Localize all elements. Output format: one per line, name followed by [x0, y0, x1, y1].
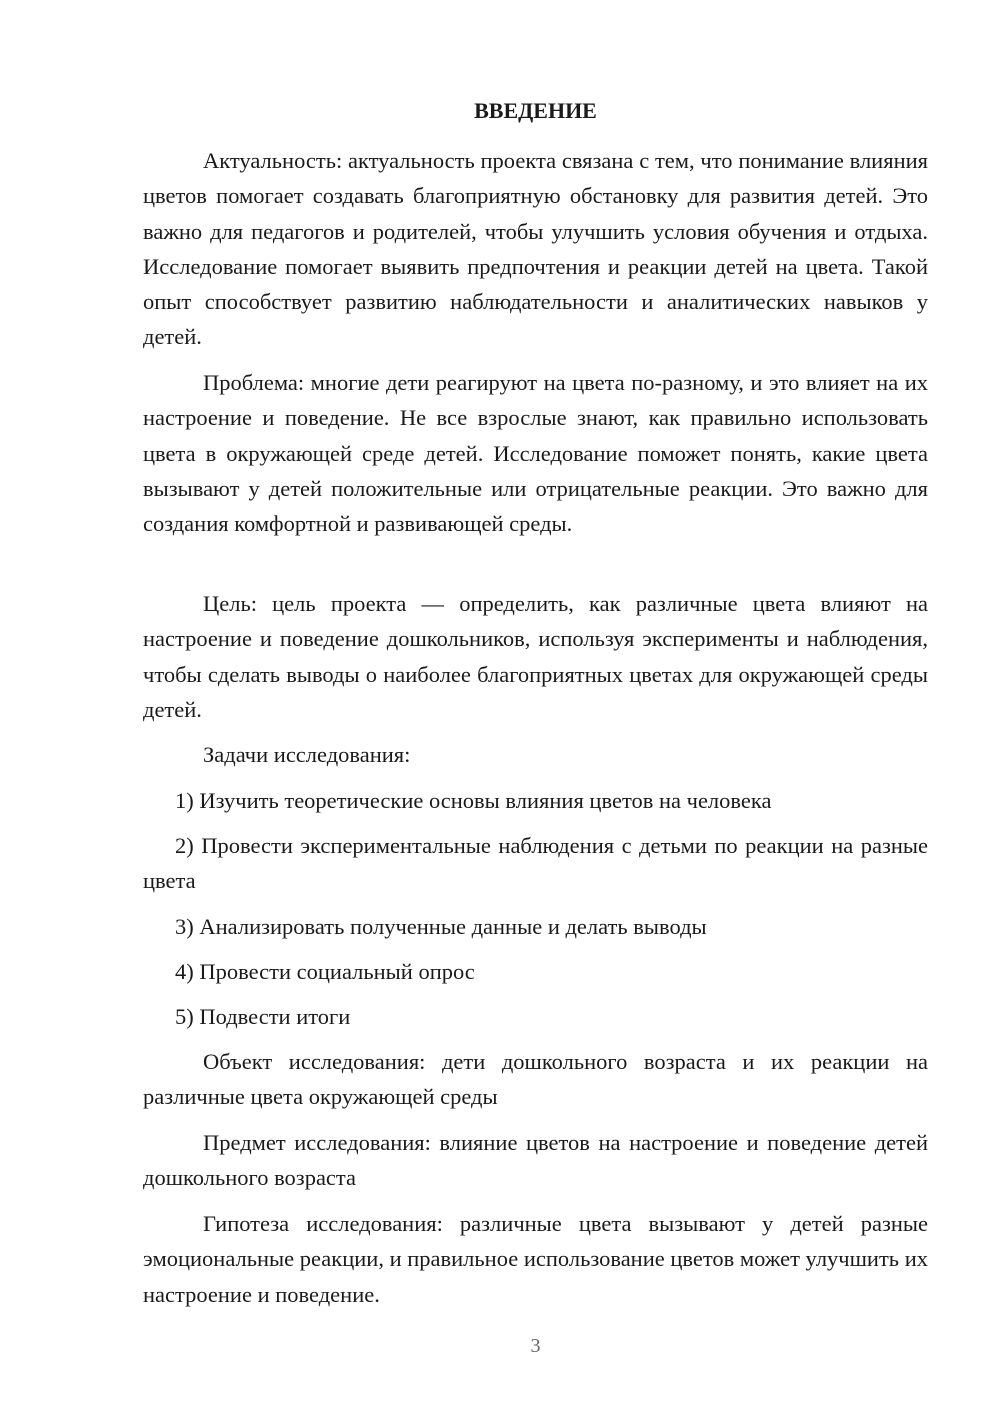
paragraph-problem: Проблема: многие дети реагируют на цвета по-разному, и это влияет на их настроение и поведение. Не все взрослые знают, как правильно использовать цвета в окружающей среде детей. Исследование поможет понять, какие цвета вызывают у детей положительные или отрицательные реакции. Это важно для создания комфортной и развивающей среды. — [143, 370, 928, 537]
paragraph-object: Объект исследования: дети дошкольного возраста и их реакции на различные цвета окружающей среды — [143, 1049, 928, 1110]
paragraph-hypothesis: Гипотеза исследования: различные цвета вызывают у детей разные эмоциональные реакции, и правильное использование цветов может улучшить их настроение и поведение. — [143, 1211, 928, 1307]
tasks-title: Задачи исследования: — [203, 742, 411, 767]
list-item: 1) Изучить теоретические основы влияния цветов на человека — [175, 788, 772, 813]
paragraph-relevance: Актуальность: актуальность проекта связана с тем, что понимание влияния цветов помогает создавать благоприятную обстановку для развития детей. Это важно для педагогов и родителей, чтобы улучшить условия обучения и отдыха. Исследование помогает выявить предпочтения и реакции детей на цвета. Такой опыт способствует развитию наблюдательности и аналитических навыков у детей. — [143, 148, 928, 350]
list-item: 3) Анализировать полученные данные и делать выводы — [175, 914, 707, 939]
list-item: 5) Подвести итоги — [175, 1004, 351, 1029]
list-item: 4) Провести социальный опрос — [175, 959, 475, 984]
paragraph-subject: Предмет исследования: влияние цветов на настроение и поведение детей дошкольного возраста — [143, 1130, 928, 1191]
paragraph-goal: Цель: цель проекта — определить, как различные цвета влияют на настроение и поведение дошкольников, используя эксперименты и наблюдения, чтобы сделать выводы о наиболее благоприятных цветах для окружающей среды детей. — [143, 591, 928, 722]
page-title: ВВЕДЕНИЕ — [474, 98, 597, 123]
list-item: 2) Провести экспериментальные наблюдения с детьми по реакции на разные цвета — [143, 833, 928, 894]
page-number: 3 — [530, 1335, 541, 1357]
document-page — [143, 0, 928, 1414]
